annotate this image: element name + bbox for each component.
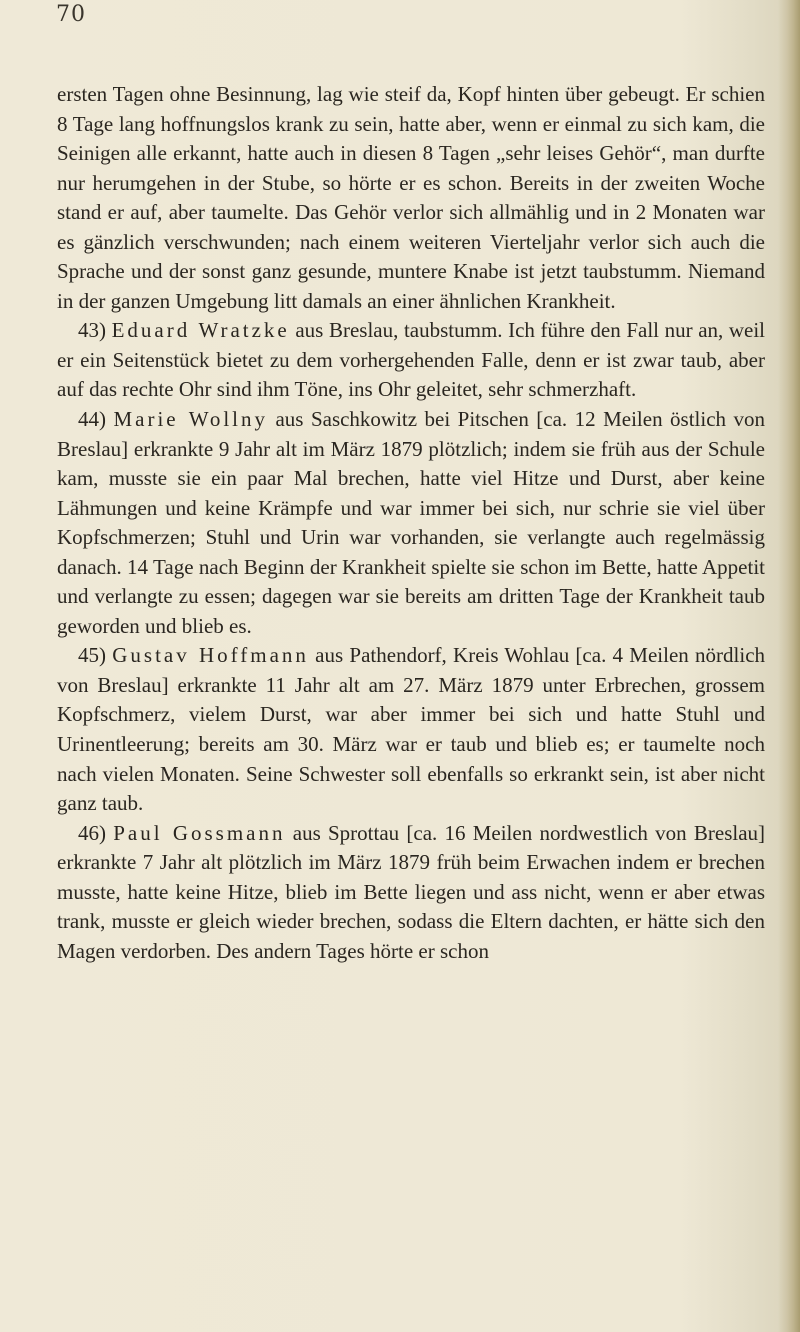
- case-number: 44): [78, 407, 106, 432]
- case-number: 45): [78, 643, 106, 668]
- patient-name: Gustav Hoffmann: [112, 643, 309, 668]
- case-44: [57, 405, 765, 641]
- case-46: [57, 819, 765, 967]
- case-number: 46): [78, 820, 106, 845]
- paragraph-continuation: [57, 80, 765, 316]
- body-text: [57, 80, 765, 966]
- case-45: [57, 641, 765, 818]
- case-43: [57, 316, 765, 405]
- paragraph-text: ersten Tagen ohne Besinnung, lag wie steif da, Kopf hinten über gebeugt. Er schien 8 Tage lang hoffnungslos krank zu sein, hatte aber, wenn er einmal zu sich kam, die Seinigen alle erkannt, hatte auch in diesen 8 Tagen „sehr leises Gehör“, man durfte nur herumgehen in der Stube, so hörte er es schon. Bereits in der zweiten Woche stand er auf, aber taumelte. Das Gehör verlor sich allmählig und in 2 Monaten war es gänzlich verschwunden; nach einem weiteren Vierteljahr verlor sich auch die Sprache und der sonst ganz gesunde, muntere Knabe ist jetzt taubstumm. Niemand in der ganzen Umgebung litt damals an einer ähnlichen Krankheit.: [57, 82, 765, 313]
- patient-name: Marie Wollny: [113, 407, 269, 432]
- patient-name: Paul Gossmann: [113, 820, 286, 845]
- case-text: aus Sprottau [ca. 16 Meilen nordwestlich von Breslau] erkrankte 7 Jahr alt plötzlich im März 1879 früh beim Erwachen indem er brechen musste, hatte keine Hitze, blieb im Bette liegen und ass nicht, wenn er aber etwas trank, musste er gleich wieder brechen, sodass die Eltern dachten, er hätte sich den Magen verdorben. Des andern Tages hörte er schon: [57, 820, 766, 963]
- case-text: aus Pathendorf, Kreis Wohlau [ca. 4 Meilen nördlich von Breslau] erkrankte 11 Jahr alt am 27. März 1879 unter Erbrechen, grossem Kopfschmerz, vielem Durst, war aber immer bei sich und hatte Stuhl und Urinentleerung; bereits am 30. März war er taub und blieb es; er taumelte noch nach vielen Monaten. Seine Schwester soll ebenfalls so erkrankt sein, ist aber nicht ganz taub.: [57, 643, 766, 816]
- case-text: aus Breslau, taubstumm. Ich führe den Fall nur an, weil er ein Seitenstück bietet zu dem vorhergehenden Falle, denn er ist zwar taub, aber auf das rechte Ohr sind ihm Töne, ins Ohr geleitet, sehr schmerzhaft.: [57, 318, 766, 402]
- patient-name: Eduard Wratzke: [111, 318, 290, 343]
- case-text: aus Saschkowitz bei Pitschen [ca. 12 Meilen östlich von Breslau] erkrankte 9 Jahr alt im März 1879 plötzlich; indem sie früh aus der Schule kam, musste sie ein paar Mal brechen, hatte viel Hitze und Durst, aber keine Lähmungen und keine Krämpfe und war immer bei sich, nur schrie sie viel über Kopfschmerzen; Stuhl und Urin war vorhanden, sie verlangte auch regelmässig danach. 14 Tage nach Beginn der Krankheit spielte sie schon im Bette, hatte Appetit und verlangte zu essen; dagegen war sie bereits am dritten Tage der Krankheit taub geworden und blieb es.: [57, 407, 766, 638]
- case-number: 43): [78, 318, 106, 343]
- page-number: 70: [56, 2, 86, 27]
- page-edge-shadow: [778, 0, 800, 1332]
